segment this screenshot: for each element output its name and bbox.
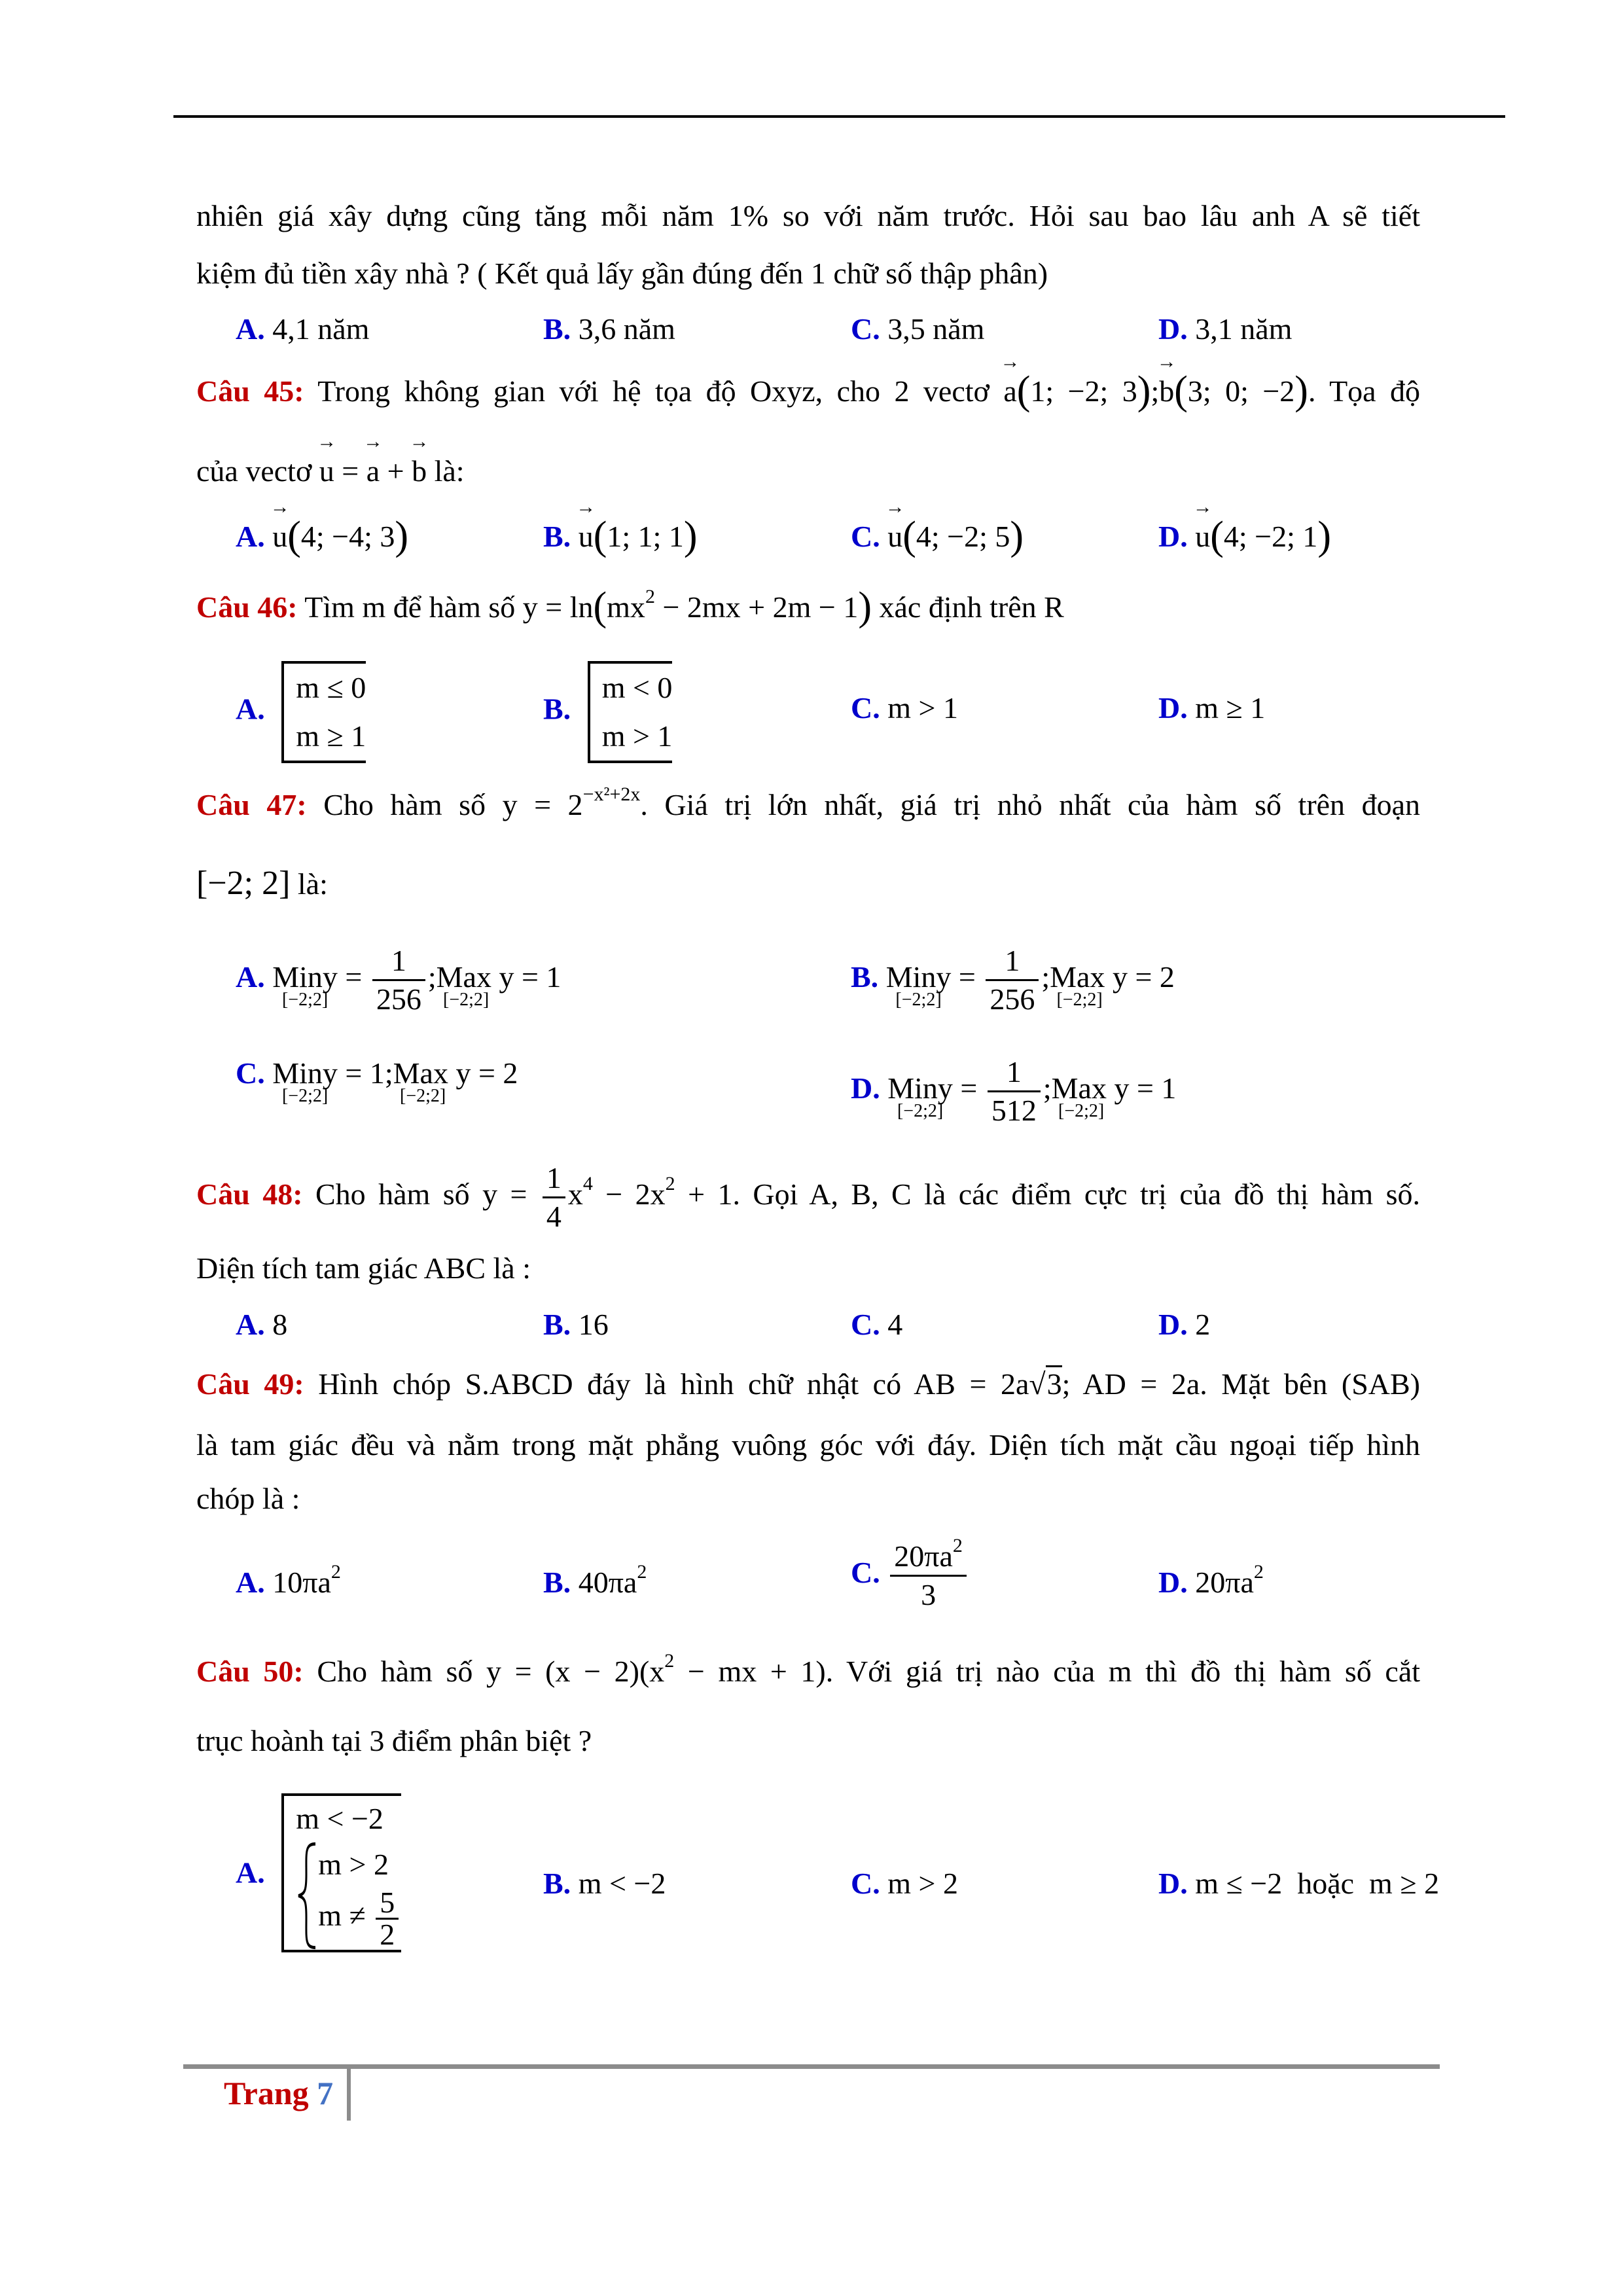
vector-b: → b: [1159, 372, 1174, 411]
q47-option-b[interactable]: B. Miny [−2;2] = $\frac{1}{256}$ ;Max [−2;2] y = 2: [851, 942, 1175, 1018]
q50-function: $y = (x - 2)(x^2$ − mx + 1): [486, 1650, 826, 1688]
equals: =: [334, 454, 366, 488]
q45-label: Câu 45:: [196, 374, 304, 408]
q50-option-d[interactable]: [1158, 1864, 1439, 1903]
fraction: $\frac{20\pi a^2}{3}$: [890, 1538, 967, 1613]
option-label: D.: [1158, 1867, 1188, 1900]
option-label: A.: [236, 520, 265, 553]
option-coords: 1; 1; 1: [607, 520, 684, 553]
option-label: B.: [543, 692, 571, 726]
intro-option-a[interactable]: [236, 310, 369, 349]
q49-line-3: chóp là :: [196, 1482, 300, 1515]
intro-option-d[interactable]: [1158, 310, 1292, 349]
q49-dims: AB = 2a√3; AD = 2a: [914, 1367, 1200, 1401]
q48-line-2: Diện tích tam giác ABC là :: [196, 1251, 531, 1285]
bracket-set: m ≤ 0 m ≥ 1: [281, 661, 366, 763]
bracket-set: m < 0 m > 1: [588, 661, 673, 763]
max-expression: ;Max [−2;2]: [427, 960, 491, 1011]
option-text: m > 1: [887, 691, 958, 725]
page-number: Trang 7: [224, 2075, 334, 2111]
vector-u: → u: [887, 517, 902, 556]
option-label: D.: [1158, 312, 1188, 346]
option-text: m > 2: [887, 1867, 958, 1900]
q45-vectors: → a(1; −2; 3);→ b(3; 0; −2): [1003, 374, 1308, 408]
q50-text-end: . Với giá trị nào của m thì đồ thị hàm số cắt: [825, 1655, 1421, 1688]
max-expression: ;Max [−2;2]: [1041, 960, 1105, 1011]
q47-line-1: [196, 785, 1420, 825]
q50-line-2: trục hoành tại 3 điểm phân biệt ?: [196, 1724, 592, 1757]
vector-b-coords: 3; 0; −2: [1187, 374, 1295, 408]
option-label: D.: [851, 1071, 880, 1105]
intro-option-b[interactable]: [543, 310, 675, 349]
option-label: C.: [851, 1867, 880, 1900]
option-text: 4: [887, 1308, 903, 1341]
intro-option-c[interactable]: [851, 310, 984, 349]
vector-a-coords: 1; −2; 3: [1030, 374, 1137, 408]
intro-line-1: nhiên giá xây dựng cũng tăng mỗi năm 1% so với năm trước. Hỏi sau bao lâu anh A sẽ tiết: [196, 199, 1420, 232]
option-label: B.: [543, 1566, 571, 1599]
q47-text-end: . Giá trị lớn nhất, giá trị nhỏ nhất của hàm số trên đoạn: [640, 788, 1420, 821]
q48-text: Cho hàm số: [315, 1177, 470, 1211]
fraction: $\frac{1}{256}$: [986, 942, 1039, 1018]
q48-label: Câu 48:: [196, 1177, 303, 1211]
option-label: A.: [236, 960, 265, 994]
bracket-set: m < −2 m > 2 m ≠ $\frac{5}{2}$: [281, 1793, 401, 1952]
min-expression: Miny [−2;2]: [887, 1071, 953, 1122]
q49-text: Hình chóp S.ABCD đáy là hình chữ nhật có: [318, 1367, 902, 1401]
q50-option-a[interactable]: [236, 1793, 401, 1952]
option-label: A.: [236, 692, 265, 726]
vector-u: → u: [319, 452, 334, 491]
option-coords: 4; −2; 5: [916, 520, 1010, 553]
q45-text-2: của vectơ: [196, 454, 312, 488]
option-coords: 4; −2; 1: [1223, 520, 1318, 553]
separator: ;: [1150, 374, 1160, 408]
max-expression: ;Max [−2;2]: [1043, 1071, 1107, 1122]
q48-option-d[interactable]: [1158, 1305, 1210, 1344]
option-text: 2: [1195, 1308, 1211, 1341]
q49-line-1: [196, 1365, 1420, 1404]
option-label: C.: [851, 520, 880, 553]
q47-interval: [−2; 2]: [196, 865, 291, 902]
vector-u: → u: [579, 517, 594, 556]
q50-option-b[interactable]: [543, 1864, 666, 1903]
q45-option-b[interactable]: B. → u(1; 1; 1): [543, 517, 698, 556]
q48-text-end: . Gọi A, B, C là các điểm cực trị của đồ thị hàm số.: [732, 1177, 1421, 1211]
q48-option-a[interactable]: [236, 1305, 287, 1344]
option-text: 3,1 năm: [1195, 312, 1293, 346]
q46-label: Câu 46:: [196, 590, 298, 624]
q48-option-b[interactable]: [543, 1305, 609, 1344]
q49-option-b[interactable]: B. $40\pi a^2$: [543, 1561, 647, 1599]
option-label: D.: [1158, 520, 1188, 553]
q45-line-1: [196, 368, 1421, 413]
q45-option-a[interactable]: A. → u(4; −4; 3): [236, 517, 408, 556]
option-coords: 4; −4; 3: [300, 520, 395, 553]
option-label: C.: [851, 1308, 880, 1341]
q45-sum: [319, 454, 427, 488]
header-rule: [173, 115, 1505, 118]
q48-function: y = $\frac{1}{4}$ $x^4 - 2x^2 + 1$: [482, 1177, 732, 1211]
intro-line-2: kiệm đủ tiền xây nhà ? ( Kết quả lấy gần đúng đến 1 chữ số thập phân): [196, 257, 1048, 290]
q49-line-2: là tam giác đều và nằm trong mặt phẳng vuông góc với đáy. Diện tích mặt cầu ngoại tiếp hình: [196, 1428, 1420, 1462]
fraction: $\frac{1}{256}$: [372, 942, 425, 1018]
q47-line-2: [196, 864, 328, 904]
option-label: C.: [851, 1556, 880, 1590]
option-text: 16: [578, 1308, 609, 1341]
vector-u: → u: [272, 517, 287, 556]
q50-line-1: [196, 1652, 1420, 1691]
option-label: B.: [543, 520, 571, 553]
q47-function: $y = 2^{-x^2+2x}$: [502, 783, 641, 821]
option-label: D.: [1158, 691, 1188, 725]
option-text: 8: [272, 1308, 288, 1341]
option-label: A.: [236, 1566, 265, 1599]
q49-option-d[interactable]: D. $20\pi a^2$: [1158, 1561, 1264, 1599]
q46-option-d[interactable]: [1158, 689, 1265, 728]
option-label: D.: [1158, 1566, 1188, 1599]
vector-a: → a: [1003, 372, 1016, 411]
option-text: 3,6 năm: [578, 312, 675, 346]
q47-option-d[interactable]: D. Miny [−2;2] = $\frac{1}{512}$ ;Max [−2;2] y = 1: [851, 1054, 1176, 1129]
min-expression: Miny [−2;2]: [272, 960, 338, 1011]
q45-option-c[interactable]: C. → u(4; −2; 5): [851, 517, 1024, 556]
option-label: C.: [851, 312, 880, 346]
option-text: 4,1 năm: [272, 312, 370, 346]
option-label: B.: [851, 960, 879, 994]
option-label: C.: [851, 691, 880, 725]
option-label: B.: [543, 1867, 571, 1900]
vector-a: → a: [366, 452, 380, 491]
q47-label: Câu 47:: [196, 788, 307, 821]
sqrt-symbol: √3: [1029, 1365, 1061, 1404]
q47-option-c[interactable]: C. Miny [−2;2] = 1;Max [−2;2] y = 2: [236, 1054, 518, 1093]
q50-text: Cho hàm số: [317, 1655, 473, 1688]
q49-label: Câu 49:: [196, 1367, 304, 1401]
q49-option-c[interactable]: [851, 1535, 969, 1613]
option-text: m < −2: [578, 1867, 666, 1900]
q45-option-d[interactable]: D. → u(4; −2; 1): [1158, 517, 1331, 556]
brace-system: m > 2 m ≠ $\frac{5}{2}$: [296, 1842, 401, 1950]
vector-b: → b: [412, 452, 427, 491]
plus: +: [380, 454, 412, 488]
q50-label: Câu 50:: [196, 1655, 304, 1688]
q49-option-a[interactable]: A. $10\pi a^2$: [236, 1561, 341, 1599]
q46-line-1: [196, 584, 1064, 629]
q46-text-end: xác định trên R: [879, 590, 1064, 624]
vector-u: → u: [1195, 517, 1210, 556]
q46-text: Tìm m để hàm số: [304, 590, 516, 624]
q45-text-2-end: là:: [427, 454, 465, 488]
option-text: m ≤ −2 hoặc m ≥ 2: [1195, 1867, 1440, 1900]
q48-option-c[interactable]: [851, 1305, 902, 1344]
q48-line-1: [196, 1160, 1420, 1235]
footer-rule: [183, 2064, 1440, 2069]
min-expression: Miny [−2;2]: [885, 960, 952, 1011]
left-brace-icon: [296, 1842, 318, 1950]
fraction: $\frac{1}{512}$: [988, 1054, 1041, 1129]
max-expression: ;Max [−2;2]: [384, 1056, 448, 1106]
option-label: B.: [543, 1308, 571, 1341]
q45-line-2: [196, 452, 465, 491]
option-label: C.: [236, 1056, 265, 1090]
q46-option-c[interactable]: [851, 689, 958, 728]
q47-option-a[interactable]: A. Miny [−2;2] = $\frac{1}{256}$ ;Max [−2;2] y = 1: [236, 942, 561, 1018]
q50-option-c[interactable]: [851, 1864, 958, 1903]
footer-divider: [347, 2068, 351, 2121]
q47-text: Cho hàm số: [323, 788, 486, 821]
min-expression: Miny [−2;2]: [272, 1056, 338, 1106]
option-text: 3,5 năm: [887, 312, 985, 346]
option-label: D.: [1158, 1308, 1188, 1341]
option-text: m ≥ 1: [1195, 691, 1266, 725]
q49-text-end: . Mặt bên (SAB): [1200, 1367, 1421, 1401]
q47-text-2: là:: [297, 867, 328, 901]
option-label: B.: [543, 312, 571, 346]
q45-text-end: . Tọa độ: [1308, 374, 1421, 408]
option-label: A.: [236, 1308, 265, 1341]
option-label: A.: [236, 312, 265, 346]
q46-function: $y = \ln(mx^2 - 2mx + 2m - 1)$: [522, 584, 872, 629]
option-label: A.: [236, 1856, 265, 1890]
q46-option-b[interactable]: [543, 661, 672, 763]
q46-option-a[interactable]: [236, 661, 366, 763]
q45-text: Trong không gian với hệ tọa độ Oxyz, cho 2 vectơ: [317, 374, 990, 408]
